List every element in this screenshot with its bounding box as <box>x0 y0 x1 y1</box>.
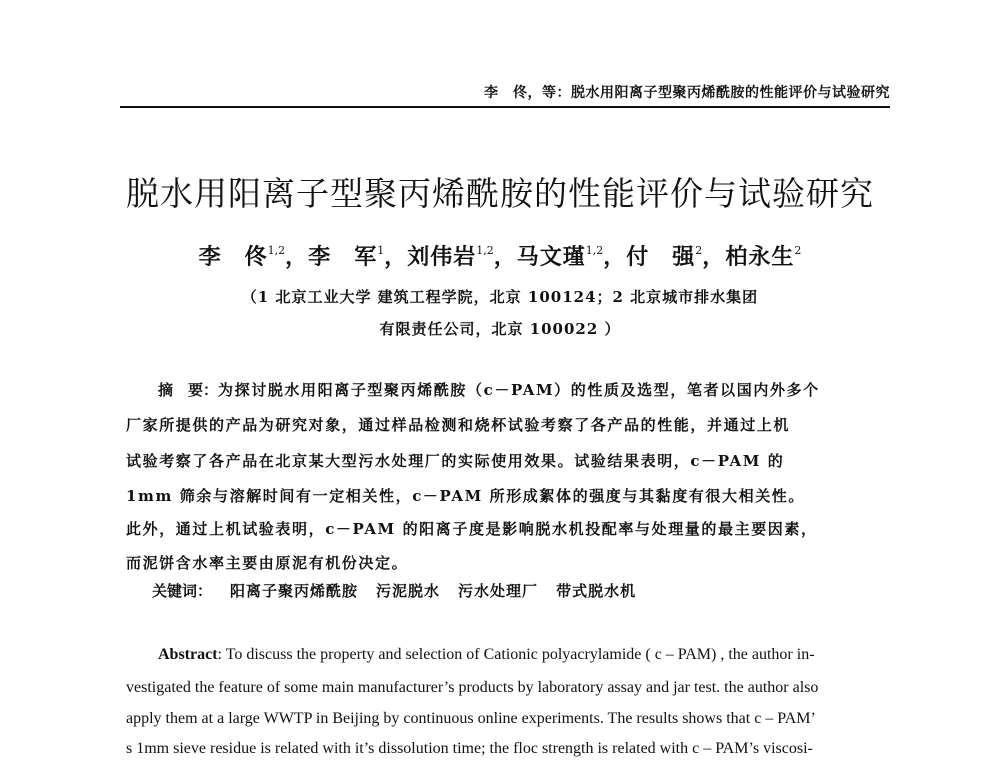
author-separator: ， <box>603 244 627 270</box>
en-abstract-line: apply them at a large WWTP in Beijing by continuous online experiments. The results shows that c – PAM’ <box>126 710 816 727</box>
author-affiliation-mark: 1,2 <box>267 244 286 257</box>
en-abstract-line: s 1mm sieve residue is related with it’s dissolution time; the floc strength is related with c – PAM’s viscosi- <box>126 740 813 757</box>
cn-abstract-line: 厂家所提供的产品为研究对象，通过样品检测和烧杯试验考察了各产品的性能，并通过上机 <box>126 416 791 434</box>
author-name: 李 军 <box>308 244 378 270</box>
author-name: 马文瑾 <box>516 244 586 270</box>
running-head: 李 佟，等：脱水用阳离子型聚丙烯酰胺的性能评价与试验研究 <box>484 85 890 101</box>
en-abstract-text: : To discuss the property and selection of Cationic polyacrylamide ( c – PAM) , the author in- <box>217 646 815 663</box>
author-separator: ， <box>493 244 517 270</box>
keyword: 带式脱水机 <box>556 582 637 600</box>
cn-abstract-line: 试验考察了各产品在北京某大型污水处理厂的实际使用效果。试验结果表明，c－PAM 的 <box>126 452 785 470</box>
author <box>407 244 494 270</box>
keyword: 污泥脱水 <box>376 582 441 600</box>
en-abstract-label: Abstract <box>158 646 218 663</box>
author-name: 刘伟岩 <box>407 244 477 270</box>
keywords <box>152 580 654 601</box>
keywords-label: 关键词： <box>152 582 213 600</box>
author <box>626 244 702 270</box>
author-separator: ， <box>702 244 726 270</box>
author <box>308 244 384 270</box>
cn-abstract-line: 1mm 筛余与溶解时间有一定相关性，c－PAM 所形成絮体的强度与其黏度有很大相关性。 <box>126 487 805 505</box>
author-affiliation-mark: 1,2 <box>476 244 494 257</box>
author-name: 李 佟 <box>198 244 268 270</box>
cn-abstract-line <box>158 379 918 400</box>
author-name: 柏永生 <box>725 244 795 270</box>
author <box>725 244 801 270</box>
author-list <box>0 240 1000 271</box>
en-abstract-line: vestigated the feature of some main manufacturer’s products by laboratory assay and jar test. the author also <box>126 679 819 696</box>
author-separator: ， <box>285 244 309 270</box>
header-rule <box>120 106 890 108</box>
author-affiliation-mark: 1,2 <box>585 244 604 257</box>
author <box>517 244 604 270</box>
cn-abstract-line: 此外，通过上机试验表明，c－PAM 的阳离子度是影响脱水机投配率与处理量的最主要因素， <box>126 520 818 538</box>
author-name: 付 强 <box>626 244 696 270</box>
affiliation-line-2: 有限责任公司，北京 100022 ） <box>379 320 621 338</box>
author-separator: ， <box>384 244 408 270</box>
affiliation-line-1: （1 北京工业大学 建筑工程学院，北京 100124；2 北京城市排水集团 <box>241 288 759 306</box>
author-affiliation-mark: 2 <box>794 244 802 257</box>
author-affiliation-mark: 2 <box>695 244 703 257</box>
cn-abstract-line: 而泥饼含水率主要由原泥有机份决定。 <box>126 554 409 572</box>
cn-abstract-text: 为探讨脱水用阳离子型聚丙烯酰胺（c－PAM）的性质及选型，笔者以国内外多个 <box>218 381 820 399</box>
author <box>199 244 286 270</box>
en-abstract-line <box>158 646 922 664</box>
author-affiliation-mark: 1 <box>377 244 385 257</box>
keyword: 阳离子聚丙烯酰胺 <box>230 582 359 600</box>
keyword: 污水处理厂 <box>458 582 539 600</box>
paper-title: 脱水用阳离子型聚丙烯酰胺的性能评价与试验研究 <box>126 174 874 213</box>
cn-abstract-label: 摘 要： <box>158 381 219 399</box>
